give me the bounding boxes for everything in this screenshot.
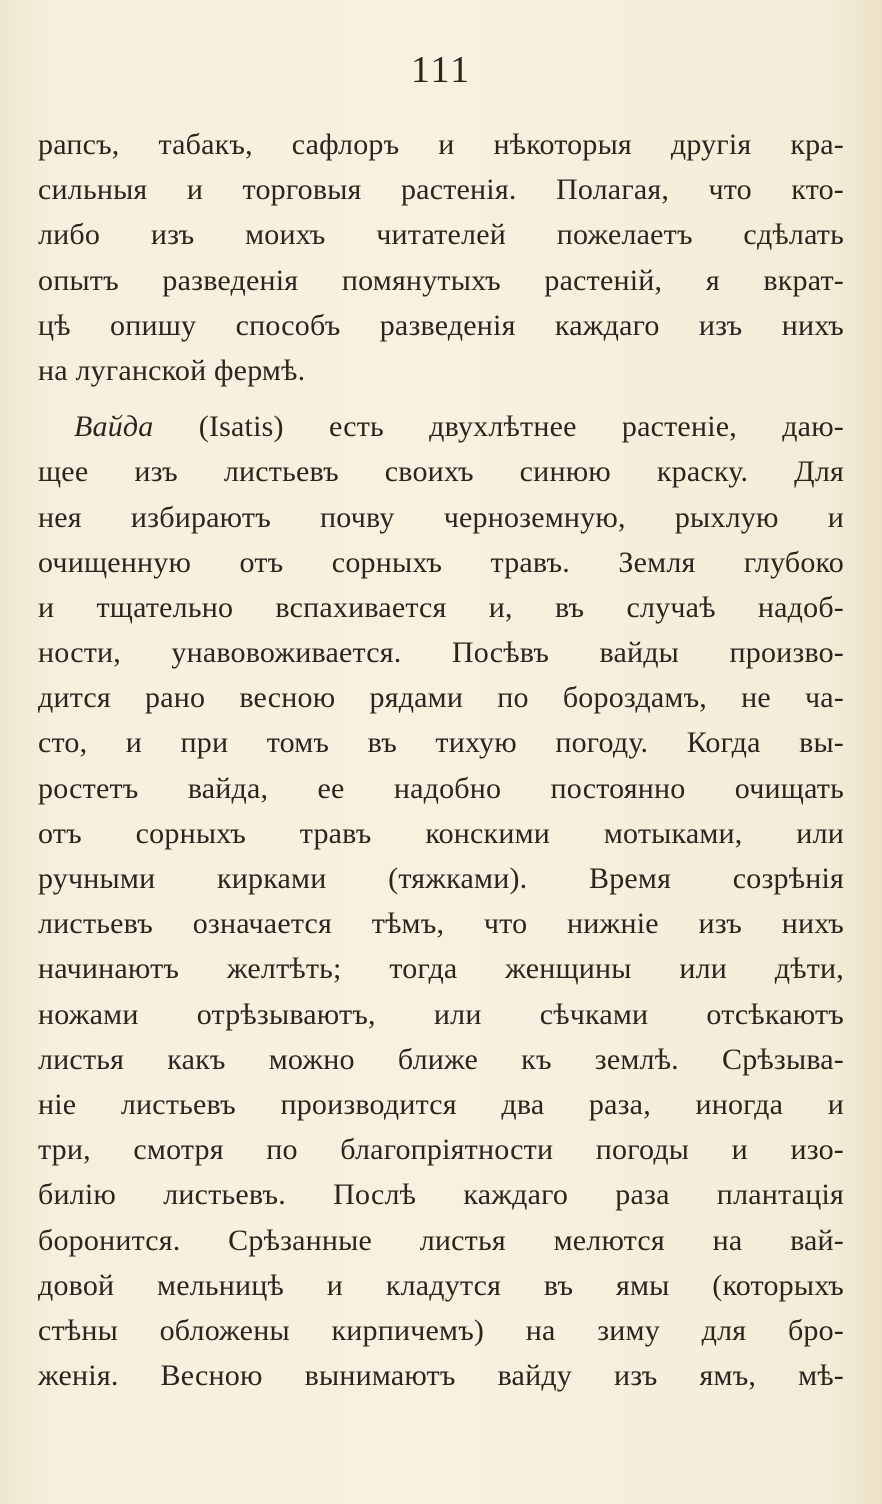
text-line: ности, унавовоживается. Посѣвъ вайды произво- [38, 636, 844, 670]
text-line: женія. Весною вынимаютъ вайду изъ ямъ, мѣ- [38, 1359, 844, 1393]
text-line-rest: (Isatis) есть двухлѣтнее растеніе, даю- [153, 410, 844, 444]
text-line: ножами отрѣзываютъ, или сѣчками отсѣкаютъ [38, 997, 844, 1031]
text-line: ростетъ вайда, ее надобно постоянно очищать [38, 771, 844, 805]
text-line: ручными кирками (тяжками). Время созрѣнія [38, 862, 844, 895]
text-line: листьевъ означается тѣмъ, что нижніе изъ нихъ [38, 907, 844, 941]
text-line: дится рано весною рядами по бороздамъ, не ча- [38, 681, 844, 715]
text-line: листья какъ можно ближе къ землѣ. Срѣзыва- [38, 1042, 844, 1076]
body-text [38, 122, 844, 1398]
text-line: либо изъ моихъ читателей пожелаетъ сдѣлать [38, 218, 844, 252]
text-line: щее изъ листьевъ своихъ синюю краску. Для [38, 455, 844, 489]
text-line: на луганской фермѣ. [38, 353, 306, 387]
text-line: стѣны обложены кирпичемъ) на зиму для бро- [38, 1313, 844, 1347]
paragraph-2 [38, 404, 844, 1398]
text-line: отъ сорныхъ травъ конскими мотыками, или [38, 816, 844, 850]
text-line: три, смотря по благопріятности погоды и изо- [38, 1133, 844, 1167]
text-line: нея избираютъ почву черноземную, рыхлую и [38, 500, 844, 534]
paragraph-1 [38, 122, 844, 393]
text-line-first [38, 404, 844, 449]
text-line: рапсъ, табакъ, сафлоръ и нѣкоторыя другія кра- [38, 128, 844, 161]
text-line: цѣ опишу способъ разведенія каждаго изъ нихъ [38, 308, 844, 342]
text-line: ніе листьевъ производится два раза, иногда и [38, 1087, 844, 1121]
page-number: 111 [410, 49, 472, 91]
text-line: сто, и при томъ въ тихую погоду. Когда вы- [38, 726, 844, 760]
text-line: опытъ разведенія помянутыхъ растеній, я вкрат- [38, 263, 844, 297]
text-line: и тщательно вспахивается и, въ случаѣ надоб- [38, 590, 844, 624]
text-line: билію листьевъ. Послѣ каждаго раза плантація [38, 1178, 844, 1212]
text-line: начинаютъ желтѣть; тогда женщины или дѣти, [38, 952, 844, 986]
text-line: довой мельницѣ и кладутся въ ямы (которыхъ [38, 1268, 844, 1302]
text-line: сильныя и торговыя растенія. Полагая, что кто- [38, 173, 844, 207]
text-line: очищенную отъ сорныхъ травъ. Земля глубоко [38, 545, 844, 579]
term-vaida: Вайда [74, 410, 154, 444]
text-line: боронится. Срѣзанные листья мелются на вай- [38, 1223, 844, 1257]
